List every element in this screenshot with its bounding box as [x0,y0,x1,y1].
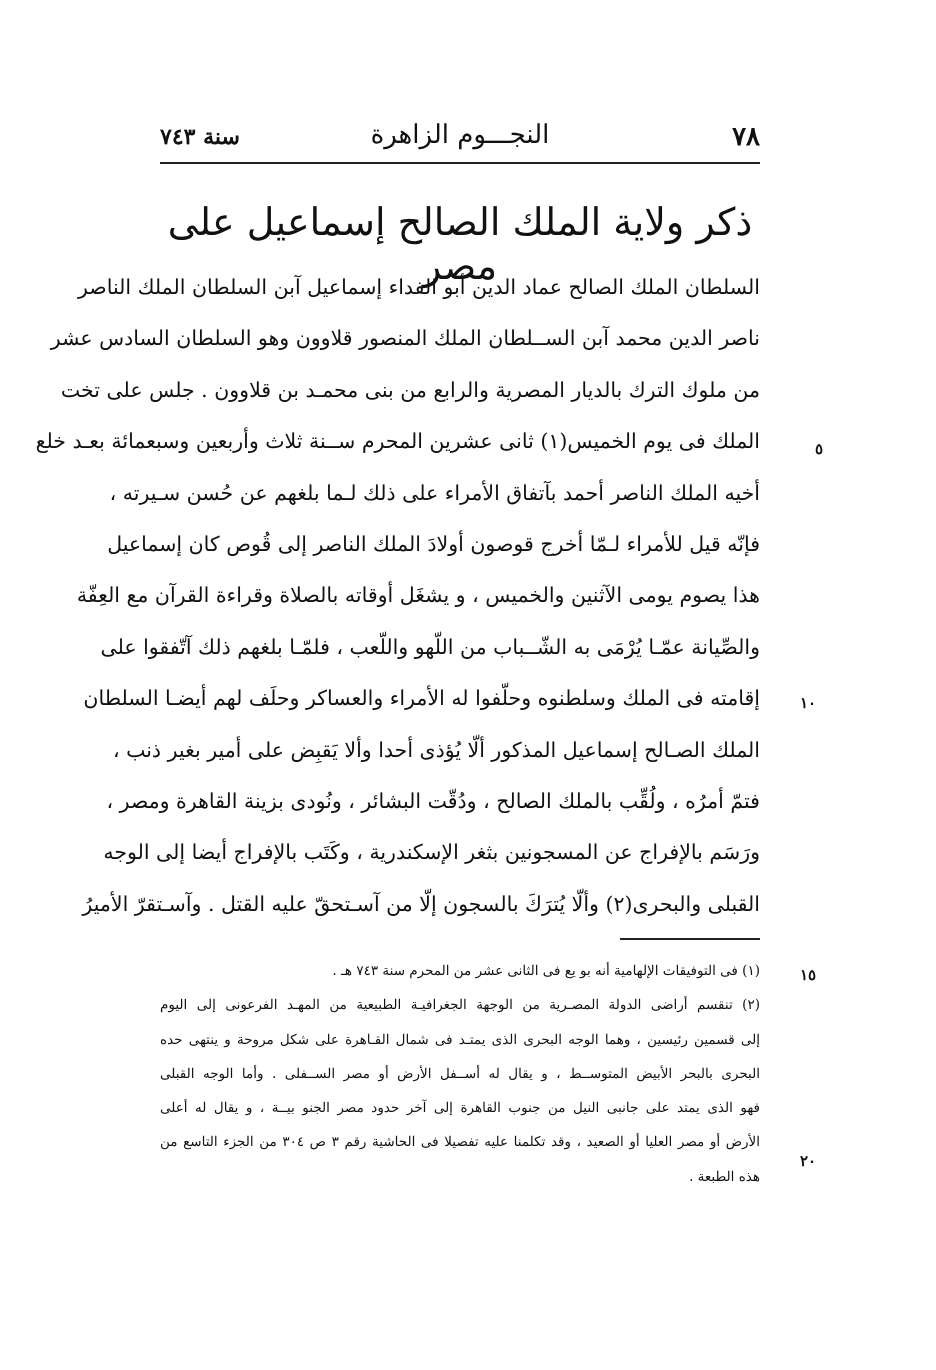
footnotes [160,954,760,1194]
footnote-line: الأرض أو مصر العليا أو الصعيد ، وقد تكلمنا عليه تفصيلا فى الحاشية رقم ٣ ص ٣٠٤ من الجزء التاسع من [160,1134,761,1151]
footnote-line: فهو الذى يمتد على جانبى النيل من جنوب القاهرة إلى آخر حدود مصر الجنو بيــة ، و يقال له أعلى [160,1100,760,1117]
header-year: سنة ٧٤٣ [160,124,240,150]
body-line: السلطان الملك الصالح عماد الدين أبو الفداء إسماعيل آبن السلطان الملك الناصر [78,275,760,299]
body-line: هذا يصوم يومى الآثنين والخميس ، و يشغَل أوقاته بالصلاة وقراءة القرآن مع العِفّة [76,583,760,608]
running-header [160,118,760,164]
footnote-divider [620,938,760,940]
margin-line-number: ٥ [815,440,824,458]
margin-line-number: ١٥ [800,966,817,984]
footnote-line: (١) فى التوفيقات الإلهامية أنه بو يع فى الثانى عشر من المحرم سنة ٧٤٣ هـ . [332,963,760,979]
body-line: ناصر الدين محمد آبن الســلطان الملك المنصور قلاوون وهو السلطان السادس عشر [50,326,760,351]
chapter-title: ذكر ولاية الملك الصالح إسماعيل على مصر [167,200,753,288]
body-line: إقامته فى الملك وسلطنوه وحلّفوا له الأمراء والعساكر وحلَف لهم أيضـا السلطان [83,686,760,711]
footnote-line: إلى قسمين رئيسين ، وهما الوجه البحرى الذى يمتـد فى شمال القـاهرة على شكل مروحة و ينتهى حده [160,1031,760,1048]
body-line: والصِّيانة عمّـا يُرْمَى به الشّــباب من اللّهو واللّعب ، فلمّـا بلغهم ذلك آتّفقوا على [100,634,760,659]
margin-line-number: ٢٠ [800,1152,817,1170]
body-line: من ملوك الترك بالديار المصرية والرابع من بنى محمـد بن قلاوون . جلس على تخت [60,377,760,402]
body-line: ورَسَم بالإفراج عن المسجونين بثغر الإسكندرية ، وكَتَب بالإفراج أيضا إلى الوجه [103,840,760,865]
body-line: الملك فى يوم الخميس(١) ثانى عشرين المحرم ســنة ثلاث وأربعين وسبعمائة بعـد خلع [35,429,760,454]
footnote-line: (٢) تنقسم أراضى الدولة المصـرية من الوجهة الجغرافيـة الطبيعية من المهـد الفرعونى إلى اليوم [160,997,760,1014]
body-line: القبلى والبحرى(٢) وألّا يُترَكَ بالسجون إلّا من آسـتحقّ عليه القتل . وآسـتقرّ الأميرُ [82,891,760,916]
footnote-line: هذه الطبعة . [689,1168,760,1185]
body-text [35,262,760,930]
body-line: الملك الصـالح إسماعيل المذكور ألّا يُؤذى أحدا وألا يَقبِض على أمير بغير ذنب ، [112,737,760,762]
margin-line-number: ١٠ [800,694,817,712]
page-number: ٧٨ [732,122,760,152]
body-line: فتمّ أمرُه ، ولُقِّب بالملك الصالح ، ودُقّت البشائر ، ونُودى بزينة القاهرة ومصر ، [106,788,760,813]
body-line: فإنّه قيل للأمراء لـمّا أخرج قوصون أولادَ الملك الناصر إلى قُوص كان إسماعيل [107,531,760,556]
footnote-line: البحرى بالبحر الأبيض المتوســط ، و يقال له أســفل الأرض أو مصر الســفلى . وأما الوجه القبلى [160,1065,760,1082]
body-line: أخيه الملك الناصر أحمد بآتفاق الأمراء على ذلك لـما بلغهم عن حُسن سـيرته ، [109,480,760,505]
book-title: النجـــوم الزاهرة [370,120,550,150]
